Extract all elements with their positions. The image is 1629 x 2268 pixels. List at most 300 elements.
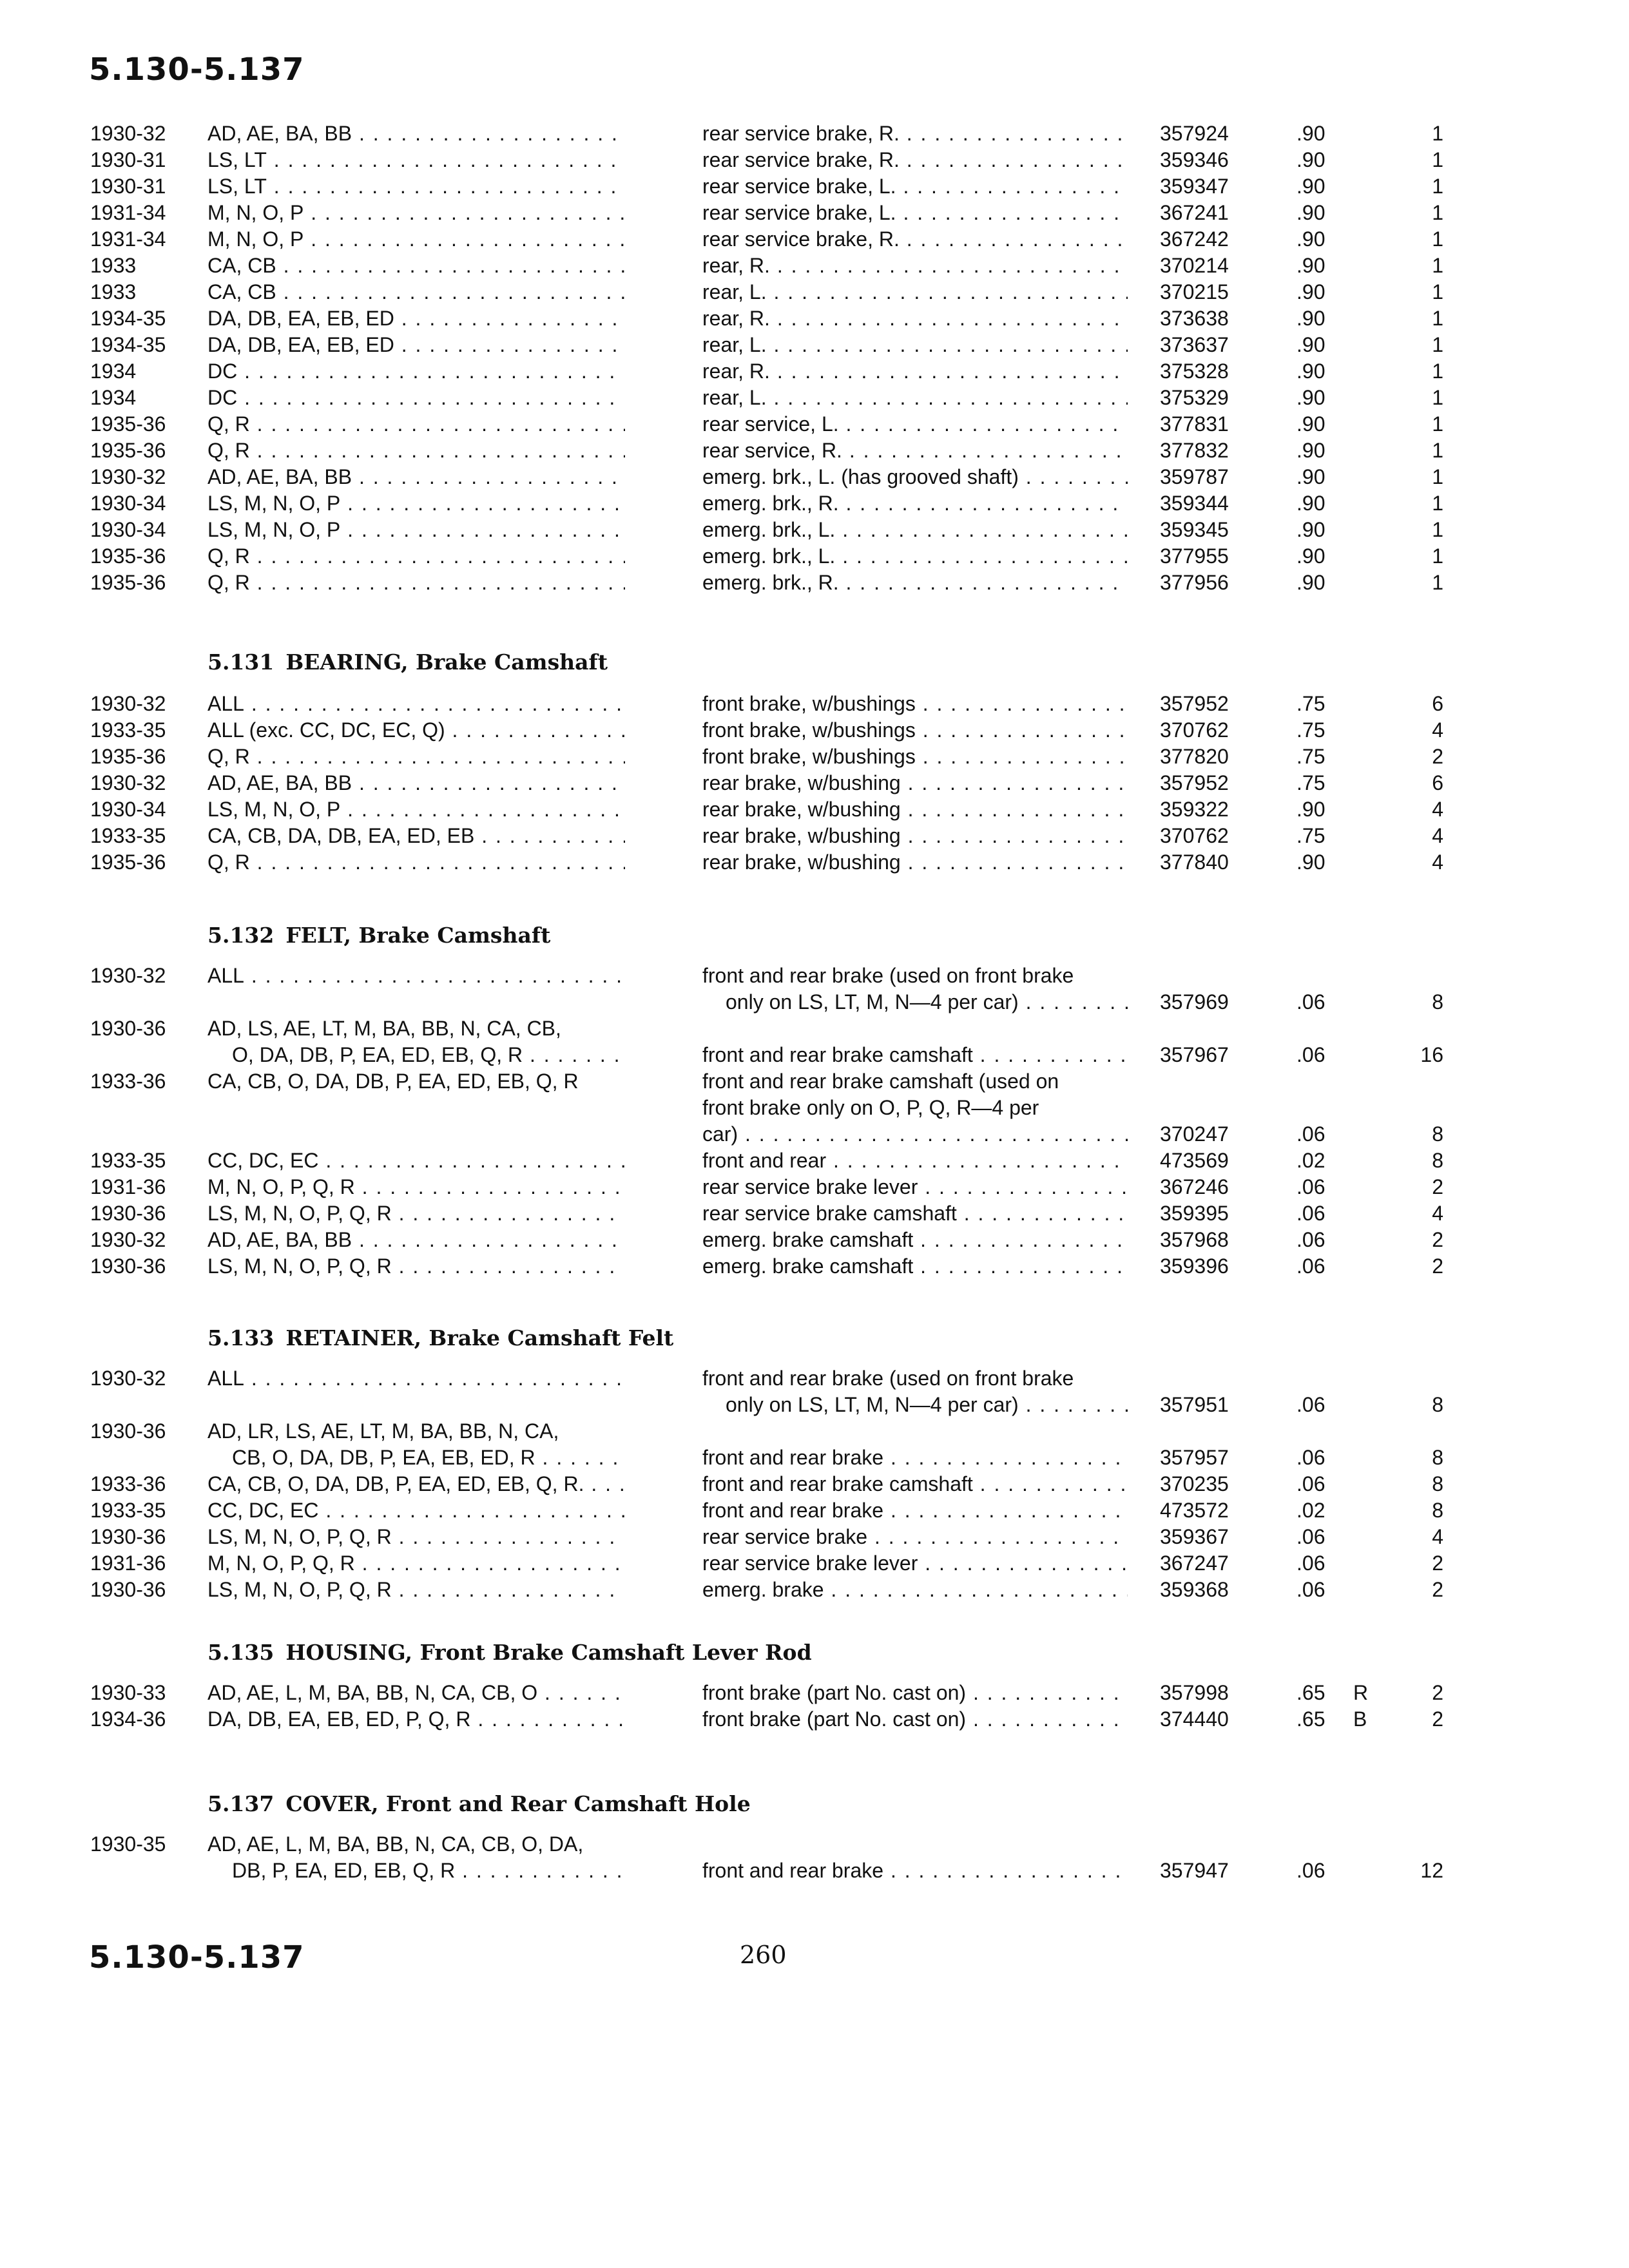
part-number: 359347	[1160, 175, 1229, 198]
quantity: 1	[1432, 122, 1443, 145]
table-row	[0, 411, 1629, 437]
description-line: front and rear brake camshaft (used on	[702, 1070, 1059, 1093]
description-cell	[702, 1524, 1128, 1550]
table-row	[0, 543, 1629, 570]
description-text: emerg. brk., R. . . .	[702, 570, 1128, 596]
models-text: LS, M, N, O, P . . .	[207, 490, 625, 517]
part-number: 367246	[1160, 1175, 1229, 1198]
models-text: LS, M, N, O, P, Q, R . . .	[207, 1577, 625, 1603]
models-text: AD, AE, BA, BB . . .	[207, 464, 625, 490]
description-cell	[702, 1550, 1128, 1577]
description-text: emerg. brk., L. . . .	[702, 517, 1128, 543]
quantity: 1	[1432, 333, 1443, 356]
price: .90	[1296, 386, 1325, 409]
price: .75	[1296, 718, 1325, 742]
quantity: 6	[1432, 771, 1443, 794]
part-number: 377820	[1160, 745, 1229, 768]
quantity: 6	[1432, 692, 1443, 715]
year-cell: 1930-32	[90, 692, 166, 715]
part-number: 375329	[1160, 386, 1229, 409]
models-cell	[207, 305, 625, 332]
models-cell	[207, 1471, 625, 1497]
quantity: 1	[1432, 201, 1443, 224]
table-row	[0, 437, 1629, 464]
price: .90	[1296, 201, 1325, 224]
description-cell	[702, 543, 1128, 570]
models-text: M, N, O, P . . .	[207, 200, 625, 226]
description-line: front and rear brake (used on front brake	[702, 1367, 1074, 1390]
models-text: CC, DC, EC . . .	[207, 1148, 625, 1174]
price: .06	[1296, 1228, 1325, 1251]
models-cell	[207, 1550, 625, 1577]
description-text: front brake (part No. cast on) . . .	[702, 1680, 1128, 1706]
quantity: 16	[1420, 1043, 1443, 1066]
description-cell	[702, 570, 1128, 596]
models-text: M, N, O, P . . .	[207, 226, 625, 253]
models-cell	[207, 1577, 625, 1603]
description-cell	[702, 1042, 1128, 1068]
quantity: 8	[1432, 1446, 1443, 1469]
quantity: 1	[1432, 175, 1443, 198]
table-row	[0, 120, 1629, 147]
models-text: LS, M, N, O, P . . .	[207, 517, 625, 543]
quantity: 8	[1432, 1393, 1443, 1416]
models-line: AD, AE, L, M, BA, BB, N, CA, CB, O, DA,	[207, 1832, 584, 1856]
year-cell: 1934	[90, 386, 137, 409]
part-number: 357967	[1160, 1043, 1229, 1066]
description-text: front and rear brake . . .	[702, 1445, 1128, 1471]
table-row	[0, 1227, 1629, 1253]
price: .06	[1296, 1525, 1325, 1548]
part-number: 373638	[1160, 307, 1229, 330]
price: .90	[1296, 280, 1325, 303]
description-text: rear brake, w/bushing . . .	[702, 849, 1128, 876]
description-cell	[702, 173, 1128, 200]
models-cell	[207, 1148, 625, 1174]
table-row	[0, 1418, 1629, 1471]
description-cell	[702, 1497, 1128, 1524]
quantity: 1	[1432, 307, 1443, 330]
models-cell	[207, 1200, 625, 1227]
models-cell	[207, 1015, 625, 1068]
models-cell	[207, 770, 625, 796]
models-text: LS, M, N, O, P . . .	[207, 796, 625, 823]
description-cell	[702, 691, 1128, 717]
description-text: rear service brake, R. . . .	[702, 120, 1128, 147]
models-text: DC . . .	[207, 385, 625, 411]
description-cell	[702, 1680, 1128, 1706]
models-line: CB, O, DA, DB, P, EA, EB, ED, R . . .	[207, 1445, 625, 1471]
part-number: 373637	[1160, 333, 1229, 356]
part-number: 359395	[1160, 1202, 1229, 1225]
part-number: 377831	[1160, 412, 1229, 436]
price: .06	[1296, 1859, 1325, 1882]
description-text: rear, R. . . .	[702, 358, 1128, 385]
price: .06	[1296, 1254, 1325, 1278]
table-row	[0, 1174, 1629, 1200]
part-number: 359346	[1160, 148, 1229, 171]
year-cell: 1930-32	[90, 465, 166, 488]
description-text: front and rear brake . . .	[702, 1858, 1128, 1884]
description-text: front and rear brake camshaft . . .	[702, 1042, 1128, 1068]
models-text: ALL (exc. CC, DC, EC, Q) . . .	[207, 717, 625, 744]
quantity: 2	[1432, 1681, 1443, 1704]
models-cell	[207, 226, 625, 253]
description-cell	[702, 849, 1128, 876]
models-cell	[207, 717, 625, 744]
models-line: AD, LS, AE, LT, M, BA, BB, N, CA, CB,	[207, 1017, 561, 1040]
models-cell	[207, 823, 625, 849]
year-cell: 1930-34	[90, 798, 166, 821]
part-number: 370235	[1160, 1472, 1229, 1495]
description-text: front brake, w/bushings . . .	[702, 744, 1128, 770]
price: .06	[1296, 1043, 1325, 1066]
part-number: 359787	[1160, 465, 1229, 488]
price: .90	[1296, 412, 1325, 436]
page-header-range: 5.130-5.137	[89, 52, 305, 88]
section-title	[207, 1325, 673, 1350]
description-text: rear brake, w/bushing . . .	[702, 770, 1128, 796]
description-text: rear service brake, L. . . .	[702, 200, 1128, 226]
models-cell	[207, 849, 625, 876]
year-cell: 1930-36	[90, 1419, 166, 1443]
table-row	[0, 147, 1629, 173]
description-text: front brake (part No. cast on) . . .	[702, 1706, 1128, 1733]
section-name: BEARING, Brake Camshaft	[285, 649, 608, 675]
price-code: B	[1353, 1707, 1367, 1731]
description-text: rear service brake, L. . . .	[702, 173, 1128, 200]
description-line: car) . . .	[702, 1121, 1128, 1148]
section-name: COVER, Front and Rear Camshaft Hole	[285, 1791, 751, 1816]
price: .65	[1296, 1681, 1325, 1704]
section-number: 5.131	[207, 649, 275, 675]
quantity: 8	[1432, 1499, 1443, 1522]
description-cell	[702, 1253, 1128, 1280]
part-number: 377832	[1160, 439, 1229, 462]
page-footer-range: 5.130-5.137	[89, 1939, 305, 1975]
models-text: Q, R . . .	[207, 744, 625, 770]
models-cell	[207, 1253, 625, 1280]
description-cell	[702, 1365, 1128, 1418]
models-cell	[207, 1068, 625, 1095]
description-text: rear service brake camshaft . . .	[702, 1200, 1128, 1227]
models-cell	[207, 332, 625, 358]
year-cell: 1930-32	[90, 771, 166, 794]
models-cell	[207, 1174, 625, 1200]
year-cell: 1935-36	[90, 850, 166, 874]
price: .06	[1296, 1393, 1325, 1416]
price: .90	[1296, 571, 1325, 594]
models-cell	[207, 1706, 625, 1733]
table-row	[0, 226, 1629, 253]
models-cell	[207, 1365, 625, 1392]
table-row	[0, 570, 1629, 596]
part-number: 359344	[1160, 492, 1229, 515]
models-text: M, N, O, P, Q, R . . .	[207, 1174, 625, 1200]
section-title	[207, 1640, 812, 1665]
description-cell	[702, 1068, 1128, 1148]
year-cell: 1930-31	[90, 148, 166, 171]
quantity: 1	[1432, 571, 1443, 594]
year-cell: 1930-36	[90, 1254, 166, 1278]
description-cell	[702, 1174, 1128, 1200]
quantity: 2	[1432, 1707, 1443, 1731]
models-cell	[207, 570, 625, 596]
section-name: FELT, Brake Camshaft	[285, 923, 551, 948]
part-number: 357924	[1160, 122, 1229, 145]
table-row	[0, 849, 1629, 876]
part-number: 357951	[1160, 1393, 1229, 1416]
section-number: 5.137	[207, 1791, 275, 1816]
price: .75	[1296, 692, 1325, 715]
description-text: emerg. brk., R. . . .	[702, 490, 1128, 517]
table-row	[0, 200, 1629, 226]
part-number: 473572	[1160, 1499, 1229, 1522]
description-text: rear service brake lever . . .	[702, 1550, 1128, 1577]
quantity: 1	[1432, 465, 1443, 488]
part-number: 473569	[1160, 1149, 1229, 1172]
description-text: rear, L. . . .	[702, 279, 1128, 305]
description-cell	[702, 437, 1128, 464]
table-row	[0, 823, 1629, 849]
price: .75	[1296, 745, 1325, 768]
year-cell: 1933-35	[90, 1499, 166, 1522]
part-number: 370214	[1160, 254, 1229, 277]
price: .90	[1296, 175, 1325, 198]
quantity: 1	[1432, 439, 1443, 462]
models-text: Q, R . . .	[207, 411, 625, 437]
year-cell: 1930-32	[90, 964, 166, 987]
models-cell	[207, 147, 625, 173]
year-cell: 1933-36	[90, 1070, 166, 1093]
models-cell	[207, 490, 625, 517]
year-cell: 1935-36	[90, 412, 166, 436]
quantity: 8	[1432, 990, 1443, 1014]
part-number: 370215	[1160, 280, 1229, 303]
quantity: 2	[1432, 1254, 1443, 1278]
models-text: AD, AE, BA, BB . . .	[207, 120, 625, 147]
description-text: rear, R. . . .	[702, 305, 1128, 332]
price: .90	[1296, 850, 1325, 874]
year-cell: 1930-35	[90, 1832, 166, 1856]
year-cell: 1933	[90, 254, 137, 277]
year-cell: 1934-35	[90, 307, 166, 330]
part-number: 375328	[1160, 360, 1229, 383]
description-cell	[702, 464, 1128, 490]
table-row	[0, 1831, 1629, 1884]
table-row	[0, 963, 1629, 1015]
models-cell	[207, 1497, 625, 1524]
models-text: LS, LT . . .	[207, 173, 625, 200]
table-row	[0, 1524, 1629, 1550]
year-cell: 1934-35	[90, 333, 166, 356]
models-cell	[207, 796, 625, 823]
price: .90	[1296, 492, 1325, 515]
price: .06	[1296, 1122, 1325, 1146]
price: .90	[1296, 360, 1325, 383]
part-number: 359368	[1160, 1578, 1229, 1601]
quantity: 1	[1432, 412, 1443, 436]
models-text: DA, DB, EA, EB, ED, P, Q, R . . .	[207, 1706, 625, 1733]
description-cell	[702, 332, 1128, 358]
description-cell	[702, 411, 1128, 437]
models-cell	[207, 1418, 625, 1471]
table-row	[0, 1550, 1629, 1577]
price: .06	[1296, 1175, 1325, 1198]
models-text: LS, M, N, O, P, Q, R . . .	[207, 1200, 625, 1227]
price: .02	[1296, 1149, 1325, 1172]
models-line: O, DA, DB, P, EA, ED, EB, Q, R . . .	[207, 1042, 625, 1068]
year-cell: 1930-32	[90, 1367, 166, 1390]
quantity: 2	[1432, 745, 1443, 768]
description-cell	[702, 1577, 1128, 1603]
description-cell	[702, 823, 1128, 849]
description-text: emerg. brk., L. . . .	[702, 543, 1128, 570]
models-text: Q, R . . .	[207, 437, 625, 464]
description-cell	[702, 1471, 1128, 1497]
models-text: AD, AE, BA, BB . . .	[207, 770, 625, 796]
description-text: front brake, w/bushings . . .	[702, 717, 1128, 744]
description-text: rear, R. . . .	[702, 253, 1128, 279]
description-cell	[702, 796, 1128, 823]
models-cell	[207, 437, 625, 464]
description-text: rear service, L. . . .	[702, 411, 1128, 437]
table-row	[0, 744, 1629, 770]
models-line: DB, P, EA, ED, EB, Q, R . . .	[207, 1858, 625, 1884]
price-code: R	[1353, 1681, 1369, 1704]
models-cell	[207, 358, 625, 385]
price: .90	[1296, 122, 1325, 145]
quantity: 4	[1432, 1525, 1443, 1548]
price: .75	[1296, 771, 1325, 794]
price: .90	[1296, 254, 1325, 277]
description-text: emerg. brake camshaft . . .	[702, 1253, 1128, 1280]
year-cell: 1930-36	[90, 1525, 166, 1548]
models-text: CA, CB, DA, DB, EA, ED, EB . . .	[207, 823, 625, 849]
description-line: front and rear brake (used on front brake	[702, 964, 1074, 987]
description-cell	[702, 253, 1128, 279]
part-number: 357952	[1160, 692, 1229, 715]
part-number: 370247	[1160, 1122, 1229, 1146]
models-cell	[207, 279, 625, 305]
description-text: front brake, w/bushings . . .	[702, 691, 1128, 717]
year-cell: 1933-36	[90, 1472, 166, 1495]
description-cell	[702, 147, 1128, 173]
description-text: emerg. brake camshaft . . .	[702, 1227, 1128, 1253]
description-text: rear service brake, R. . . .	[702, 226, 1128, 253]
models-text: DA, DB, EA, EB, ED . . .	[207, 332, 625, 358]
table-row	[0, 1706, 1629, 1733]
description-text: rear service brake . . .	[702, 1524, 1128, 1550]
price: .06	[1296, 1446, 1325, 1469]
models-cell	[207, 744, 625, 770]
quantity: 4	[1432, 824, 1443, 847]
table-row	[0, 1148, 1629, 1174]
description-cell	[702, 963, 1128, 1015]
quantity: 4	[1432, 718, 1443, 742]
section-name: HOUSING, Front Brake Camshaft Lever Rod	[285, 1640, 812, 1665]
models-text: CA, CB, O, DA, DB, P, EA, ED, EB, Q, R. . . .	[207, 1471, 625, 1497]
year-cell: 1934-36	[90, 1707, 166, 1731]
price: .75	[1296, 824, 1325, 847]
description-cell	[702, 120, 1128, 147]
table-row	[0, 173, 1629, 200]
description-cell	[702, 517, 1128, 543]
description-cell	[702, 717, 1128, 744]
price: .90	[1296, 227, 1325, 251]
table-row	[0, 1015, 1629, 1068]
part-number: 370762	[1160, 718, 1229, 742]
table-row	[0, 796, 1629, 823]
description-line: front brake only on O, P, Q, R—4 per	[702, 1096, 1039, 1119]
description-text: emerg. brk., L. (has grooved shaft) . . .	[702, 464, 1128, 490]
price: .90	[1296, 518, 1325, 541]
models-text: CA, CB . . .	[207, 279, 625, 305]
year-cell: 1930-36	[90, 1578, 166, 1601]
description-text: emerg. brake . . .	[702, 1577, 1128, 1603]
models-cell	[207, 385, 625, 411]
quantity: 1	[1432, 492, 1443, 515]
quantity: 8	[1432, 1149, 1443, 1172]
quantity: 8	[1432, 1472, 1443, 1495]
description-cell	[702, 1445, 1128, 1471]
quantity: 2	[1432, 1175, 1443, 1198]
page-number: 260	[740, 1941, 787, 1969]
price: .90	[1296, 798, 1325, 821]
models-line: AD, LR, LS, AE, LT, M, BA, BB, N, CA,	[207, 1419, 559, 1443]
year-cell: 1933-35	[90, 718, 166, 742]
year-cell: 1935-36	[90, 571, 166, 594]
models-cell	[207, 173, 625, 200]
table-row	[0, 332, 1629, 358]
description-cell	[702, 279, 1128, 305]
table-row	[0, 358, 1629, 385]
models-cell	[207, 1831, 625, 1884]
quantity: 4	[1432, 850, 1443, 874]
models-text: CA, CB . . .	[207, 253, 625, 279]
description-text: front and rear brake camshaft . . .	[702, 1471, 1128, 1497]
quantity: 1	[1432, 148, 1443, 171]
description-text: rear service brake, R. . . .	[702, 147, 1128, 173]
models-cell	[207, 963, 625, 989]
description-line: only on LS, LT, M, N—4 per car) . . .	[702, 989, 1128, 1015]
table-row	[0, 464, 1629, 490]
year-cell: 1935-36	[90, 544, 166, 568]
description-text: rear brake, w/bushing . . .	[702, 796, 1128, 823]
table-row	[0, 1577, 1629, 1603]
table-row	[0, 1365, 1629, 1418]
models-text: LS, LT . . .	[207, 147, 625, 173]
quantity: 2	[1432, 1552, 1443, 1575]
year-cell: 1930-36	[90, 1202, 166, 1225]
models-text: ALL . . .	[207, 691, 625, 717]
models-text: DA, DB, EA, EB, ED . . .	[207, 305, 625, 332]
part-number: 359367	[1160, 1525, 1229, 1548]
table-row	[0, 385, 1629, 411]
description-cell	[702, 490, 1128, 517]
table-row	[0, 1253, 1629, 1280]
part-number: 377840	[1160, 850, 1229, 874]
models-cell	[207, 411, 625, 437]
description-text: rear, L. . . .	[702, 332, 1128, 358]
table-row	[0, 279, 1629, 305]
section-number: 5.132	[207, 923, 275, 948]
models-cell	[207, 1227, 625, 1253]
quantity: 1	[1432, 254, 1443, 277]
description-text: front and rear . . .	[702, 1148, 1128, 1174]
part-number: 357957	[1160, 1446, 1229, 1469]
models-text: AD, AE, L, M, BA, BB, N, CA, CB, O . . .	[207, 1680, 625, 1706]
